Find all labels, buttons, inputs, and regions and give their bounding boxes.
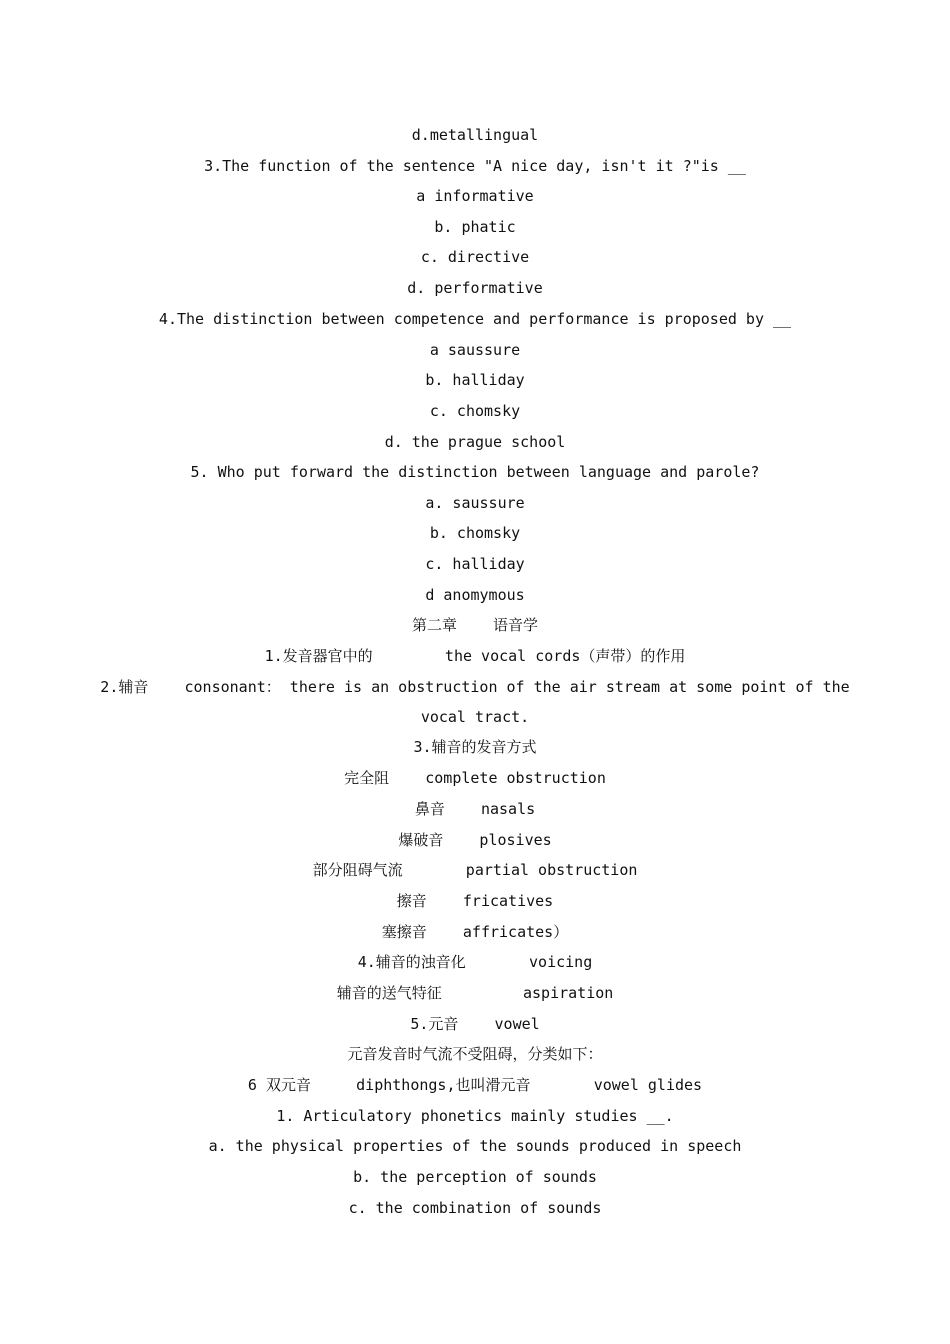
answer-option-b: b. chomsky [429, 524, 521, 542]
answer-option-a: a. the physical properties of the sounds produced in speech [208, 1137, 742, 1155]
answer-option-d: d. performative [407, 279, 543, 297]
answer-option-b: b. the perception of sounds [353, 1168, 597, 1186]
answer-option-c: c. directive [420, 248, 530, 266]
note-item-2-continued: vocal tract. [420, 708, 530, 726]
note-item-5: 5.元音 vowel [410, 1015, 540, 1033]
note-subitem: 爆破音 plosives [398, 831, 552, 849]
note-item-4: 4.辅音的浊音化 voicing [357, 953, 593, 971]
note-subitem: 辅音的送气特征 aspiration [336, 984, 614, 1002]
answer-option-d: d anomymous [425, 586, 525, 604]
answer-option-c: c. chomsky [429, 402, 521, 420]
note-item-2: 2.辅音 consonant： there is an obstruction of the air stream at some point of the [100, 678, 850, 696]
note-subitem: 鼻音 nasals [414, 800, 536, 818]
answer-option-d: d. the prague school [384, 433, 566, 451]
question-3: 3.The function of the sentence "A nice day, isn't it ?"is __ [204, 157, 746, 175]
answer-option-a: a saussure [429, 341, 521, 359]
note-item-6: 6 双元音 diphthongs,也叫滑元音 vowel glides [247, 1076, 703, 1094]
chapter-heading: 第二章 语音学 [411, 616, 539, 634]
answer-option-c: c. halliday [425, 555, 525, 573]
note-subitem: 完全阻 complete obstruction [344, 769, 606, 787]
answer-option-b: b. phatic [434, 218, 516, 236]
note-item-1: 1.发音器官中的 the vocal cords（声带）的作用 [264, 647, 686, 665]
note-subitem: 元音发音时气流不受阻碍，分类如下： [347, 1045, 603, 1063]
answer-option-a: a informative [416, 187, 534, 205]
question-5: 5. Who put forward the distinction between language and parole? [190, 463, 760, 481]
note-subitem: 擦音 fricatives [396, 892, 554, 910]
answer-option-b: b. halliday [425, 371, 525, 389]
answer-option-c: c. the combination of sounds [348, 1199, 602, 1217]
answer-option-a: a. saussure [425, 494, 525, 512]
note-subitem: 塞擦音 affricates） [381, 923, 569, 941]
note-item-3: 3.辅音的发音方式 [413, 738, 537, 756]
answer-option-d-metallingual: d.metallingual [411, 126, 539, 144]
question-1: 1. Articulatory phonetics mainly studies __. [276, 1107, 674, 1125]
note-subitem: 部分阻碍气流 partial obstruction [312, 861, 638, 879]
question-4: 4.The distinction between competence and performance is proposed by __ [158, 310, 792, 328]
